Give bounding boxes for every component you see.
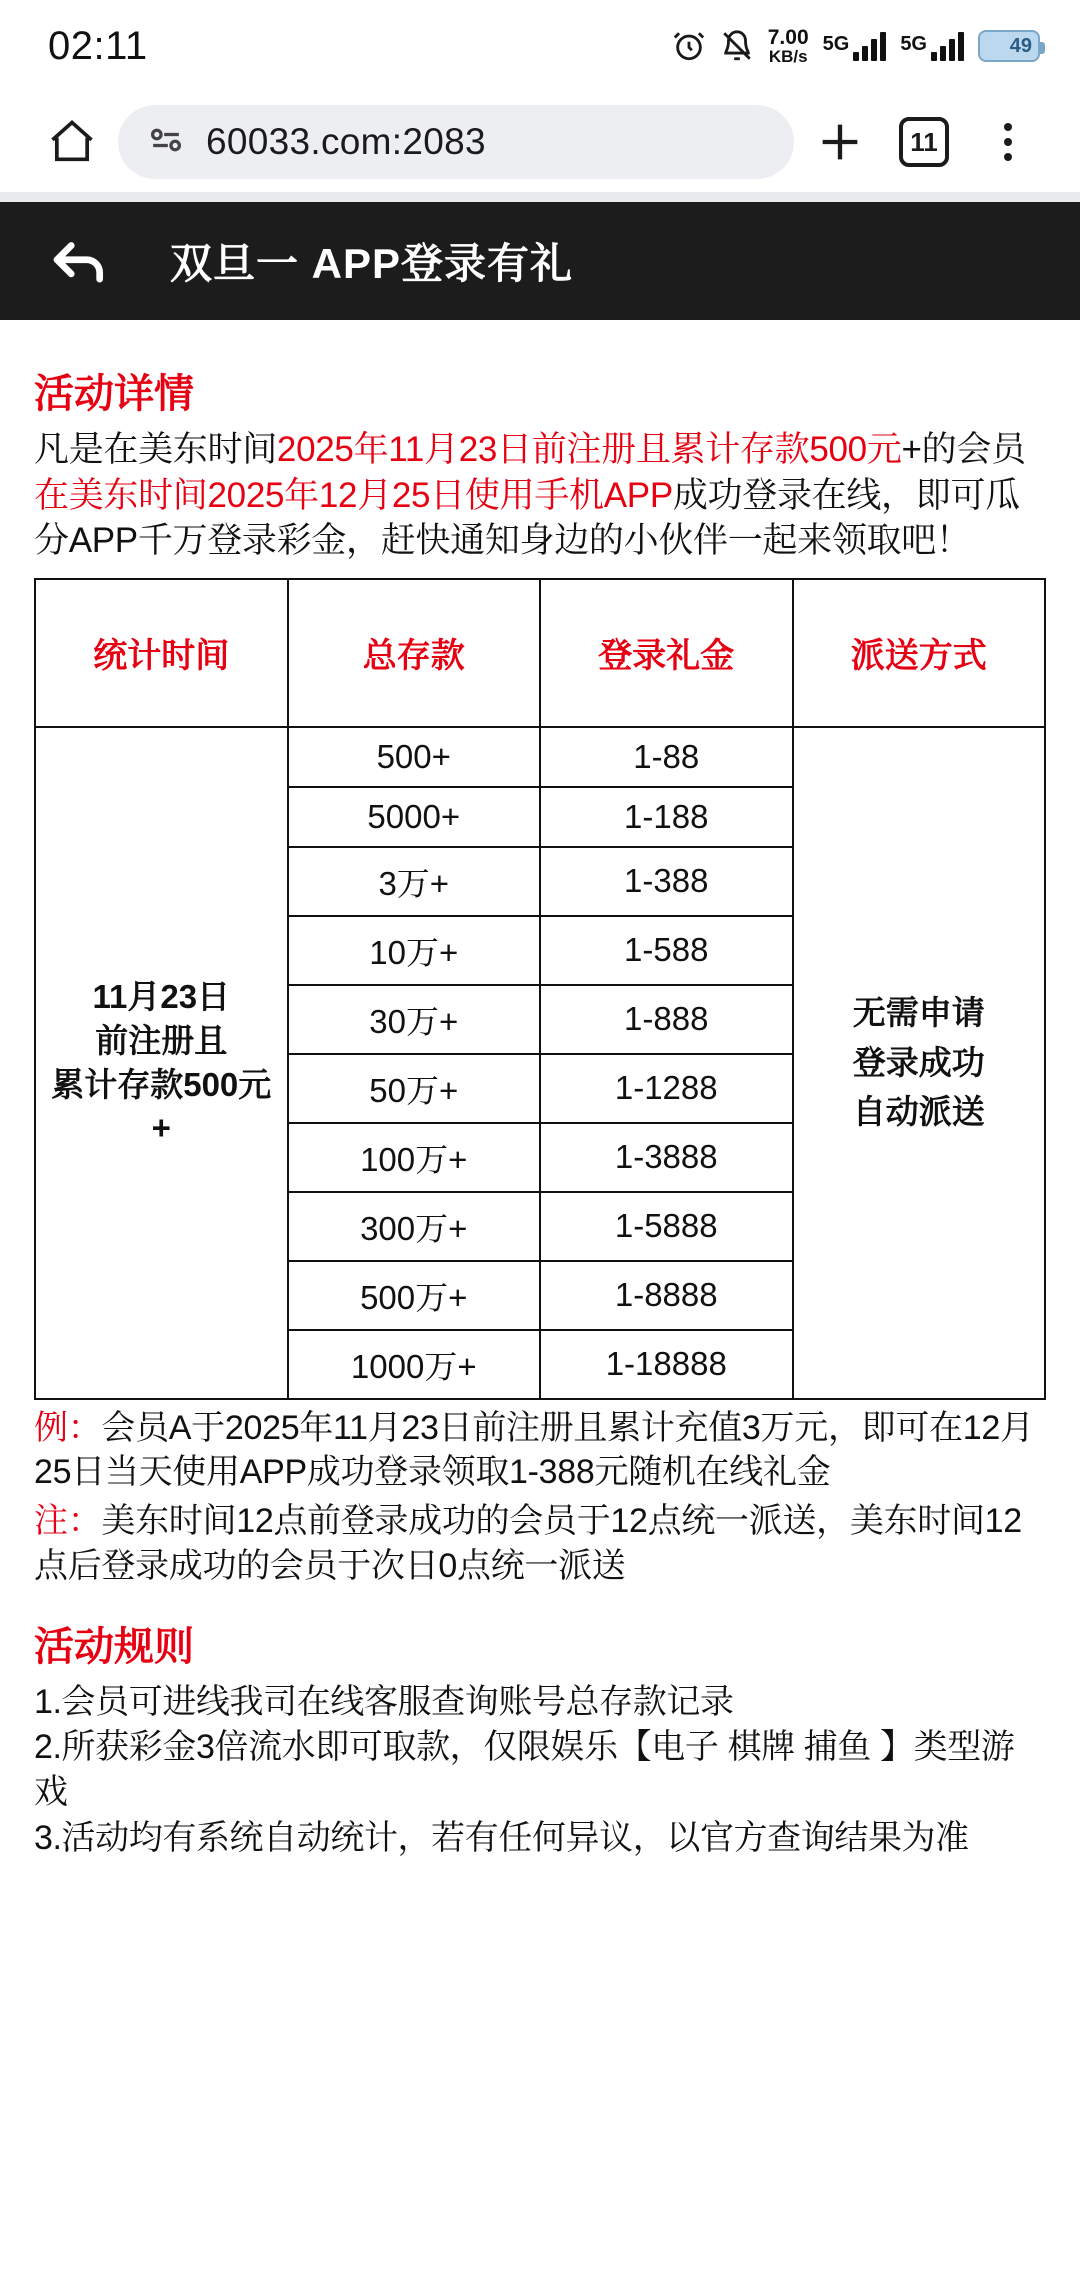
deposit-value: 1000万+ xyxy=(288,1330,541,1399)
status-icons xyxy=(672,27,1040,65)
bonus-value: 1-8888 xyxy=(540,1261,793,1330)
network-speed-unit: KB/s xyxy=(768,47,808,66)
address-bar[interactable] xyxy=(118,105,794,179)
sim1-bars xyxy=(853,31,886,61)
promo-table xyxy=(34,578,1046,1400)
bonus-value: 1-388 xyxy=(540,847,793,916)
sim2-network-label: 5G xyxy=(900,33,927,55)
bonus-value: 1-3888 xyxy=(540,1123,793,1192)
browser-toolbar xyxy=(0,92,1080,192)
deposit-value: 30万+ xyxy=(288,985,541,1054)
battery-icon xyxy=(978,30,1040,62)
column-header-delivery: 派送方式 xyxy=(793,579,1046,727)
rules-section xyxy=(34,1615,1046,1861)
note-text: 美东时间12点前登录成功的会员于12点统一派送，美东时间12点后登录成功的会员于次日0点统一派送 xyxy=(34,1502,1022,1586)
deposit-value: 50万+ xyxy=(288,1054,541,1123)
table-row xyxy=(35,727,1045,787)
network-speed-indicator xyxy=(768,27,809,65)
status-clock: 02:11 xyxy=(48,23,148,68)
bonus-value: 1-18888 xyxy=(540,1330,793,1399)
bonus-value: 1-5888 xyxy=(540,1192,793,1261)
home-icon[interactable] xyxy=(34,104,110,180)
deposit-value: 5000+ xyxy=(288,787,541,847)
page-title: 双旦一 APP登录有礼 xyxy=(170,240,574,287)
column-header-bonus: 登录礼金 xyxy=(540,579,793,727)
deposit-value: 10万+ xyxy=(288,916,541,985)
sim1-network-label: 5G xyxy=(822,33,850,55)
network-speed-value: 7.00 xyxy=(767,26,809,49)
overflow-menu-icon[interactable] xyxy=(970,104,1046,180)
delivery-cell: 无需申请 登录成功 自动派送 xyxy=(793,727,1046,1399)
plus-icon[interactable] xyxy=(802,104,878,180)
deposit-value: 3万+ xyxy=(288,847,541,916)
deposit-value: 500+ xyxy=(288,727,541,787)
tab-count: 11 xyxy=(899,117,949,167)
details-part-4: 成功登录在线，即可瓜分APP千万登录彩金，赶快通知身边的小伙伴一起来领取吧！ xyxy=(34,475,1020,560)
page-header xyxy=(0,202,1080,320)
page-content xyxy=(0,320,1080,1861)
sim2-signal-icon xyxy=(900,31,964,61)
details-part-0: 凡是在美东时间 xyxy=(34,430,277,469)
bonus-value: 1-1288 xyxy=(540,1054,793,1123)
battery-level: 49 xyxy=(1009,34,1032,57)
rule-item: 1.会员可进线我司在线客服查询账号总存款记录 xyxy=(34,1683,734,1721)
example-text: 会员A于2025年11月23日前注册且累计充值3万元，即可在12月25日当天使用APP成功登录领取1-388元随机在线礼金 xyxy=(34,1408,1034,1492)
alarm-icon xyxy=(672,29,706,63)
address-bar-url: 60033.com:2083 xyxy=(206,121,486,162)
details-paragraph xyxy=(34,427,1046,564)
sim2-bars xyxy=(931,31,964,61)
details-part-3: 在美东时间2025年12月25日使用手机APP xyxy=(34,475,673,515)
bonus-value: 1-188 xyxy=(540,787,793,847)
back-arrow-icon[interactable] xyxy=(48,230,110,292)
period-cell: 11月23日 前注册且 累计存款500元 + xyxy=(35,727,288,1399)
deposit-value: 300万+ xyxy=(288,1192,541,1261)
page-info-icon[interactable] xyxy=(144,118,188,167)
bonus-value: 1-88 xyxy=(540,727,793,787)
example-label: 例： xyxy=(34,1408,102,1447)
delivery-note xyxy=(34,1499,1046,1589)
details-heading: 活动详情 xyxy=(34,372,194,416)
column-header-period: 统计时间 xyxy=(35,579,288,727)
deposit-value: 500万+ xyxy=(288,1261,541,1330)
deposit-value: 100万+ xyxy=(288,1123,541,1192)
details-part-1: 2025年11月23日前注册且累计存款500元 xyxy=(276,430,902,469)
rule-item: 3.活动均有系统自动统计，若有任何异议，以官方查询结果为准 xyxy=(34,1818,969,1857)
rule-item: 2.所获彩金3倍流水即可取款，仅限娱乐【电子 棋牌 捕鱼 】类型游戏 xyxy=(34,1728,1015,1812)
bonus-value: 1-588 xyxy=(540,916,793,985)
bonus-value: 1-888 xyxy=(540,985,793,1054)
bell-off-icon xyxy=(720,29,754,63)
status-bar xyxy=(0,0,1080,92)
rules-heading: 活动规则 xyxy=(34,1625,194,1669)
column-header-deposit: 总存款 xyxy=(288,579,541,727)
example-note xyxy=(34,1406,1046,1496)
table-header-row xyxy=(35,579,1045,727)
toolbar-divider xyxy=(0,192,1080,202)
note-label: 注： xyxy=(34,1502,102,1541)
details-part-2: +的会员 xyxy=(901,430,1026,469)
sim1-signal-icon xyxy=(823,31,887,61)
tab-switcher-button[interactable] xyxy=(886,104,962,180)
